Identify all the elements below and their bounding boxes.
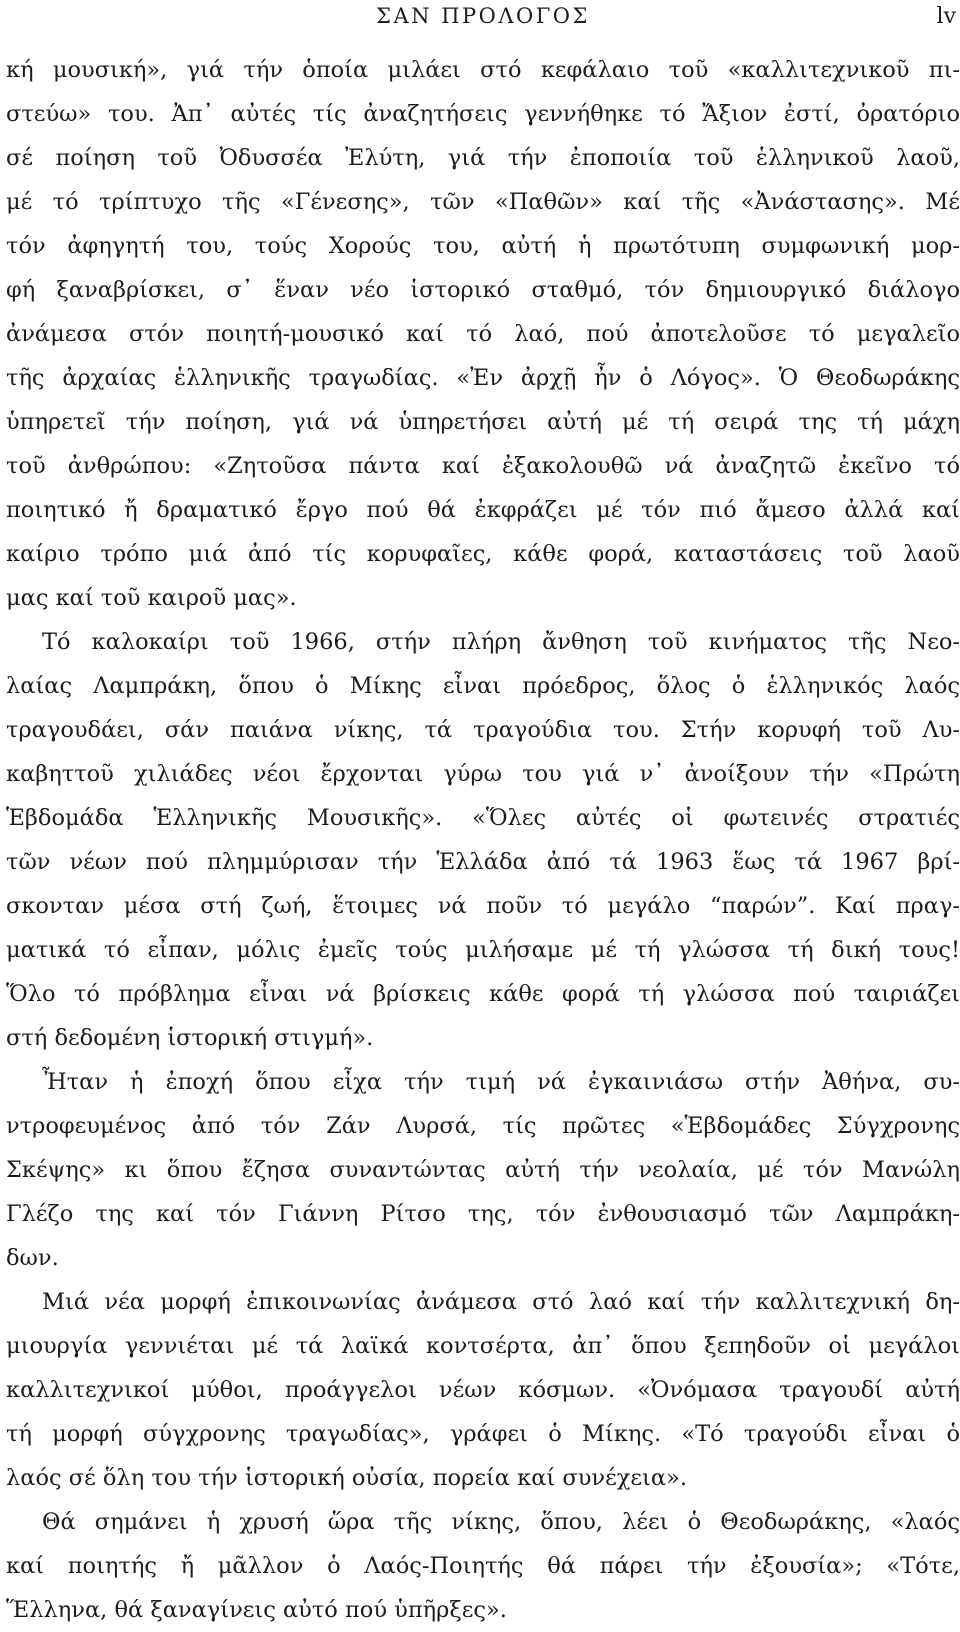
text-line: μέ τό τρίπτυχο τῆς «Γένεσης», τῶν «Παθῶν» καί τῆς «Ἀνάστασης». Μέ: [6, 189, 960, 215]
text-line: τῆς ἀρχαίας ἑλληνικῆς τραγωδίας. «Ἐν ἀρχῇ ἦν ὁ Λόγος». Ὁ Θεοδωράκης: [6, 365, 960, 391]
text-line: λαίας Λαμπράκη, ὅπου ὁ Μίκης εἶναι πρόεδρος, ὅλος ὁ ἑλληνικός λαός: [6, 673, 960, 699]
text-line: ποιητικό ἤ δραματικό ἔργο πού θά ἐκφράζει μέ τόν πιό ἄμεσο ἀλλά καί: [6, 497, 960, 523]
text-line: Ἕλληνα, θά ξαναγίνεις αὐτό πού ὑπῆρξες».: [6, 1597, 507, 1623]
text-line: Μιά νέα μορφή ἐπικοινωνίας ἀνάμεσα στό λαό καί τήν καλλιτεχνική δη-: [42, 1289, 960, 1315]
text-line: στή δεδομένη ἱστορική στιγμή».: [6, 1025, 374, 1051]
text-line: κή μουσική», γιά τήν ὁποία μιλάει στό κεφάλαιο τοῦ «καλλιτεχνικοῦ πι-: [6, 57, 960, 83]
text-line: καλλιτεχνικοί μύθοι, προάγγελοι νέων κόσμων. «Ὀνόμασα τραγουδί αὐτή: [6, 1377, 960, 1403]
text-line: Ἦταν ἡ ἐποχή ὅπου εἶχα τήν τιμή νά ἐγκαινιάσω στήν Ἀθήνα, συ-: [42, 1069, 960, 1095]
text-line: καίριο τρόπο μιά ἀπό τίς κορυφαῖες, κάθε φορά, καταστάσεις τοῦ λαοῦ: [6, 541, 960, 567]
book-page: [6, 0, 960, 1632]
text-line: καβηττοῦ χιλιάδες νέοι ἔρχονται γύρω του γιά ν᾽ ἀνοίξουν τήν «Πρώτη: [6, 761, 960, 787]
text-line: σέ ποίηση τοῦ Ὀδυσσέα Ἐλύτη, γιά τήν ἐποποιία τοῦ ἑλληνικοῦ λαοῦ,: [6, 145, 960, 171]
page-number: lv: [936, 4, 956, 29]
text-line: Θά σημάνει ἡ χρυσή ὥρα τῆς νίκης, ὅπου, λέει ὁ Θεοδωράκης, «λαός: [42, 1509, 960, 1535]
running-head-title: ΣΑΝ ΠΡΟΛΟΓΟΣ: [376, 4, 590, 28]
text-line: Ὅλο τό πρόβλημα εἶναι νά βρίσκεις κάθε φορά τή γλώσσα πού ταιριάζει: [6, 981, 960, 1007]
running-head: [6, 0, 960, 34]
text-line: μας καί τοῦ καιροῦ μας».: [6, 585, 297, 611]
text-line: δων.: [6, 1245, 59, 1271]
text-line: Ἑβδομάδα Ἑλληνικῆς Μουσικῆς». «Ὅλες αὐτές οἱ φωτεινές στρατιές: [6, 805, 960, 831]
text-line: ἀνάμεσα στόν ποιητή-μουσικό καί τό λαό, πού ἀποτελοῦσε τό μεγαλεῖο: [6, 321, 960, 347]
text-line: Γλέζο της καί τόν Γιάννη Ρίτσο της, τόν ἐνθουσιασμό τῶν Λαμπράκη-: [6, 1201, 960, 1227]
text-line: τή μορφή σύγχρονης τραγωδίας», γράφει ὁ Μίκης. «Τό τραγούδι εἶναι ὁ: [6, 1421, 960, 1447]
text-line: Σκέψης» κι ὅπου ἔζησα συναντώντας αὐτή τήν νεολαία, μέ τόν Μανώλη: [6, 1157, 960, 1183]
text-line: τραγουδάει, σάν παιάνα νίκης, τά τραγούδια του. Στήν κορυφή τοῦ Λυ-: [6, 717, 960, 743]
text-line: σκονταν μέσα στή ζωή, ἕτοιμες νά ποῦν τό μεγάλο “παρών”. Καί πραγ-: [6, 893, 960, 919]
text-line: ντροφευμένος ἀπό τόν Ζάν Λυρσά, τίς πρῶτες «Ἑβδομάδες Σύγχρονης: [6, 1113, 960, 1139]
text-line: ματικά τό εἶπαν, μόλις ἐμεῖς τούς μιλήσαμε μέ τή γλώσσα τή δική τους!: [6, 937, 960, 963]
text-line: φή ξαναβρίσκει, σ᾽ ἕναν νέο ἱστορικό σταθμό, τόν δημιουργικό διάλογο: [6, 277, 960, 303]
text-line: καί ποιητής ἤ μᾶλλον ὁ Λαός-Ποιητής θά πάρει τήν ἐξουσία»; «Τότε,: [6, 1553, 960, 1579]
text-line: τόν ἀφηγητή του, τούς Χορούς του, αὐτή ἡ πρωτότυπη συμφωνική μορ-: [6, 233, 960, 259]
text-line: τῶν νέων πού πλημμύρισαν τήν Ἑλλάδα ἀπό τά 1963 ἕως τά 1967 βρί-: [6, 849, 960, 875]
text-line: τοῦ ἀνθρώπου: «Ζητοῦσα πάντα καί ἐξακολουθῶ νά ἀναζητῶ ἐκεῖνο τό: [6, 453, 960, 479]
text-line: λαός σέ ὅλη του τήν ἱστορική οὐσία, πορεία καί συνέχεια».: [6, 1465, 687, 1491]
text-line: ὑπηρετεῖ τήν ποίηση, γιά νά ὑπηρετήσει αὐτή μέ τή σειρά της τή μάχη: [6, 409, 960, 435]
body-text: [6, 48, 960, 1632]
text-line: Τό καλοκαίρι τοῦ 1966, στήν πλήρη ἄνθηση τοῦ κινήματος τῆς Νεο-: [42, 629, 960, 655]
text-line: μιουργία γεννιέται μέ τά λαϊκά κοντσέρτα, ἀπ᾽ ὅπου ξεπηδοῦν οἱ μεγάλοι: [6, 1333, 960, 1359]
text-line: στεύω» του. Ἀπ᾽ αὐτές τίς ἀναζητήσεις γεννήθηκε τό Ἄξιον ἐστί, ὀρατόριο: [6, 101, 960, 127]
